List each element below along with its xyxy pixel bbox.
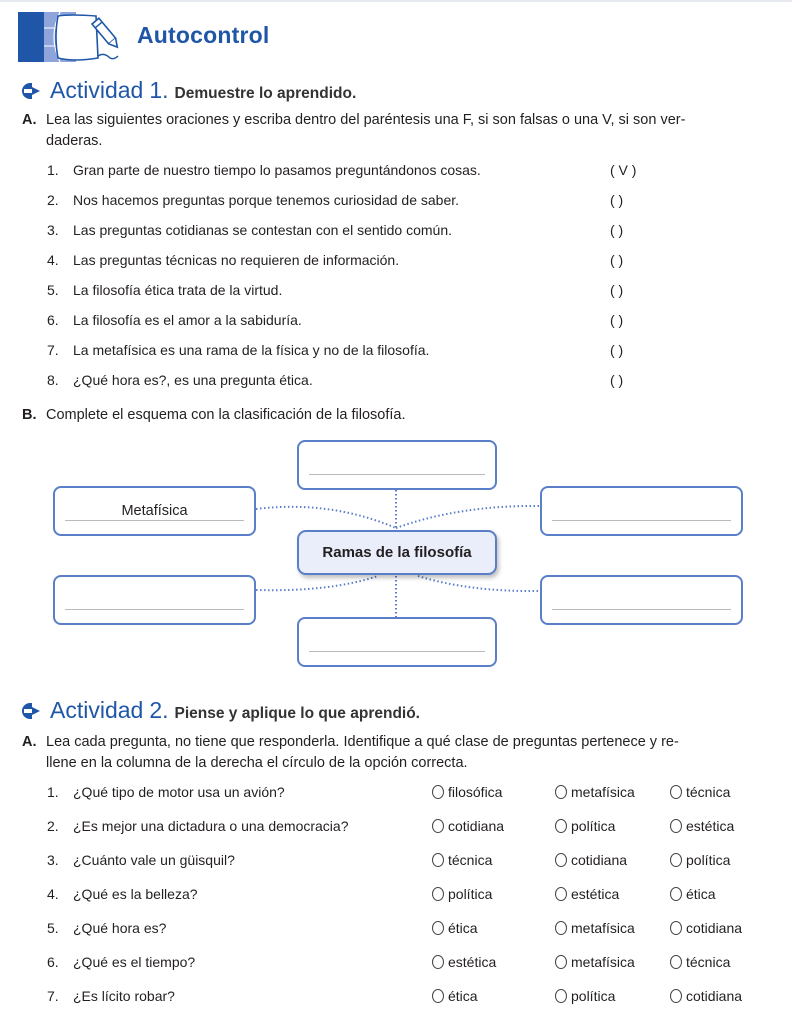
option-label: técnica bbox=[686, 784, 731, 800]
item-text: ¿Qué hora es? bbox=[73, 920, 167, 936]
item-text: ¿Cuánto vale un güisquil? bbox=[73, 852, 235, 868]
item-text: ¿Qué tipo de motor usa un avión? bbox=[73, 784, 285, 800]
option-label: política bbox=[686, 852, 731, 868]
mc-item bbox=[47, 988, 777, 1008]
item-number: 4. bbox=[47, 886, 59, 902]
radio-option[interactable] bbox=[432, 988, 478, 1004]
item-number: 1. bbox=[47, 162, 59, 178]
option-label: metafísica bbox=[571, 920, 635, 936]
radio-circle-icon[interactable] bbox=[670, 785, 682, 799]
part-letter: B. bbox=[22, 407, 37, 423]
item-number: 5. bbox=[47, 920, 59, 936]
radio-option[interactable] bbox=[670, 954, 730, 970]
diagram-box-left-bottom[interactable] bbox=[53, 575, 256, 625]
activity-2-heading bbox=[20, 697, 420, 724]
answer-line bbox=[552, 609, 731, 610]
radio-circle-icon[interactable] bbox=[670, 819, 682, 833]
radio-circle-icon[interactable] bbox=[432, 785, 444, 799]
answer-line bbox=[309, 651, 485, 652]
answer-field[interactable]: ( ) bbox=[610, 372, 624, 388]
item-text: Nos hacemos preguntas porque tenemos curiosidad de saber. bbox=[73, 192, 460, 208]
instruction-text: Lea las siguientes oraciones y escriba dentro del paréntesis una F, si son falsas o una V, si son ver- bbox=[46, 112, 686, 128]
part-letter: A. bbox=[22, 734, 37, 750]
answer-line bbox=[65, 609, 244, 610]
radio-option[interactable] bbox=[670, 784, 730, 800]
item-number: 4. bbox=[47, 252, 59, 268]
option-label: cotidiana bbox=[686, 988, 743, 1004]
instruction-text-cont: llene en la columna de la derecha el círculo de la opción correcta. bbox=[46, 755, 468, 771]
option-label: estética bbox=[686, 818, 735, 834]
diagram-box-left-top[interactable] bbox=[53, 486, 256, 536]
activity-number: 2. bbox=[149, 697, 169, 723]
item-number: 6. bbox=[47, 954, 59, 970]
diagram-center-node: Ramas de la filosofía bbox=[297, 530, 497, 575]
radio-option[interactable] bbox=[432, 954, 496, 970]
option-label: metafísica bbox=[571, 954, 635, 970]
diagram-box-right-bottom[interactable] bbox=[540, 575, 743, 625]
option-label: técnica bbox=[686, 954, 731, 970]
answer-line bbox=[65, 520, 244, 521]
radio-option[interactable] bbox=[555, 954, 635, 970]
radio-circle-icon[interactable] bbox=[555, 785, 567, 799]
diagram-box-right-top[interactable] bbox=[540, 486, 743, 536]
answer-field[interactable]: ( ) bbox=[610, 282, 624, 298]
radio-circle-icon[interactable] bbox=[432, 819, 444, 833]
radio-circle-icon[interactable] bbox=[555, 819, 567, 833]
radio-circle-icon[interactable] bbox=[555, 887, 567, 901]
answer-field[interactable]: ( ) bbox=[610, 222, 624, 238]
page-title: Autocontrol bbox=[137, 22, 270, 48]
radio-circle-icon[interactable] bbox=[555, 955, 567, 969]
option-label: política bbox=[571, 988, 616, 1004]
activity-subtitle: Piense y aplique lo que aprendió. bbox=[174, 705, 420, 722]
option-label: ética bbox=[686, 886, 716, 902]
item-text: Las preguntas cotidianas se contestan con el sentido común. bbox=[73, 222, 453, 238]
item-number: 7. bbox=[47, 988, 59, 1004]
diagram-box-top[interactable] bbox=[297, 440, 497, 490]
item-text: ¿Es mejor una dictadura o una democracia? bbox=[73, 818, 349, 834]
activity-2-instruction-a bbox=[22, 732, 772, 774]
item-text: ¿Qué hora es?, es una pregunta ética. bbox=[73, 372, 313, 388]
answer-line bbox=[309, 474, 485, 475]
option-label: técnica bbox=[448, 852, 493, 868]
radio-option[interactable] bbox=[555, 886, 619, 902]
answer-line bbox=[552, 520, 731, 521]
item-text: ¿Qué es la belleza? bbox=[73, 886, 198, 902]
radio-circle-icon[interactable] bbox=[555, 989, 567, 1003]
option-label: cotidiana bbox=[686, 920, 743, 936]
mc-item bbox=[47, 852, 777, 872]
radio-option[interactable] bbox=[432, 852, 492, 868]
radio-option[interactable] bbox=[432, 818, 504, 834]
diagram-box-bottom[interactable] bbox=[297, 617, 497, 667]
radio-option[interactable] bbox=[555, 818, 615, 834]
radio-option[interactable] bbox=[670, 988, 742, 1004]
item-text: Gran parte de nuestro tiempo lo pasamos preguntándonos cosas. bbox=[73, 162, 481, 178]
radio-option[interactable] bbox=[432, 784, 502, 800]
mc-item bbox=[47, 818, 777, 838]
radio-circle-icon[interactable] bbox=[555, 921, 567, 935]
item-number: 8. bbox=[47, 372, 59, 388]
item-number: 3. bbox=[47, 222, 59, 238]
item-text: Las preguntas técnicas no requieren de información. bbox=[73, 252, 400, 268]
item-number: 1. bbox=[47, 784, 59, 800]
radio-circle-icon[interactable] bbox=[670, 921, 682, 935]
option-label: cotidiana bbox=[448, 818, 505, 834]
mc-item bbox=[47, 954, 777, 974]
answer-field[interactable]: ( V ) bbox=[610, 162, 637, 178]
item-text: La metafísica es una rama de la física y no de la filosofía. bbox=[73, 342, 430, 358]
item-number: 5. bbox=[47, 282, 59, 298]
radio-circle-icon[interactable] bbox=[432, 887, 444, 901]
option-label: ética bbox=[448, 920, 478, 936]
item-text: La filosofía ética trata de la virtud. bbox=[73, 282, 283, 298]
option-label: filosófica bbox=[448, 784, 503, 800]
instruction-text: Lea cada pregunta, no tiene que responderla. Identifique a qué clase de preguntas pertenece y re- bbox=[46, 734, 679, 750]
option-label: estética bbox=[448, 954, 497, 970]
item-text: La filosofía es el amor a la sabiduría. bbox=[73, 312, 302, 328]
radio-option[interactable] bbox=[555, 784, 635, 800]
radio-circle-icon[interactable] bbox=[555, 853, 567, 867]
radio-circle-icon[interactable] bbox=[670, 853, 682, 867]
radio-option[interactable] bbox=[555, 988, 615, 1004]
option-label: política bbox=[448, 886, 493, 902]
item-number: 7. bbox=[47, 342, 59, 358]
option-label: política bbox=[571, 818, 616, 834]
item-number: 2. bbox=[47, 818, 59, 834]
radio-circle-icon[interactable] bbox=[670, 887, 682, 901]
mc-item bbox=[47, 886, 777, 906]
activity-number: 1. bbox=[149, 77, 169, 103]
answer-field[interactable]: ( ) bbox=[610, 192, 624, 208]
option-label: estética bbox=[571, 886, 620, 902]
radio-circle-icon[interactable] bbox=[432, 853, 444, 867]
radio-option[interactable] bbox=[432, 920, 478, 936]
option-label: metafísica bbox=[571, 784, 635, 800]
activity-title: Actividad bbox=[50, 697, 144, 723]
mc-item bbox=[47, 920, 777, 940]
instruction-text-cont: daderas. bbox=[46, 133, 103, 149]
radio-circle-icon[interactable] bbox=[432, 921, 444, 935]
arrow-right-circle-icon bbox=[20, 702, 42, 720]
radio-circle-icon[interactable] bbox=[670, 955, 682, 969]
radio-option[interactable] bbox=[432, 886, 492, 902]
radio-circle-icon[interactable] bbox=[670, 989, 682, 1003]
part-letter: A. bbox=[22, 112, 37, 128]
option-label: ética bbox=[448, 988, 478, 1004]
answer-field[interactable]: ( ) bbox=[610, 252, 624, 268]
radio-option[interactable] bbox=[670, 886, 716, 902]
item-text: ¿Es lícito robar? bbox=[73, 988, 175, 1004]
item-number: 3. bbox=[47, 852, 59, 868]
answer-field[interactable]: ( ) bbox=[610, 312, 624, 328]
answer-field[interactable]: ( ) bbox=[610, 342, 624, 358]
item-number: 6. bbox=[47, 312, 59, 328]
activity-title: Actividad bbox=[50, 77, 144, 103]
mc-item bbox=[47, 784, 777, 804]
radio-option[interactable] bbox=[555, 920, 635, 936]
radio-option[interactable] bbox=[670, 818, 734, 834]
box-value: Metafísica bbox=[121, 503, 188, 519]
radio-circle-icon[interactable] bbox=[432, 955, 444, 969]
instruction-text: Complete el esquema con la clasificación de la filosofía. bbox=[46, 407, 406, 423]
item-text: ¿Qué es el tiempo? bbox=[73, 954, 196, 970]
activity-subtitle: Demuestre lo aprendido. bbox=[174, 85, 357, 102]
radio-option[interactable] bbox=[670, 852, 730, 868]
radio-option[interactable] bbox=[555, 852, 627, 868]
radio-circle-icon[interactable] bbox=[432, 989, 444, 1003]
option-label: cotidiana bbox=[571, 852, 628, 868]
item-number: 2. bbox=[47, 192, 59, 208]
radio-option[interactable] bbox=[670, 920, 742, 936]
